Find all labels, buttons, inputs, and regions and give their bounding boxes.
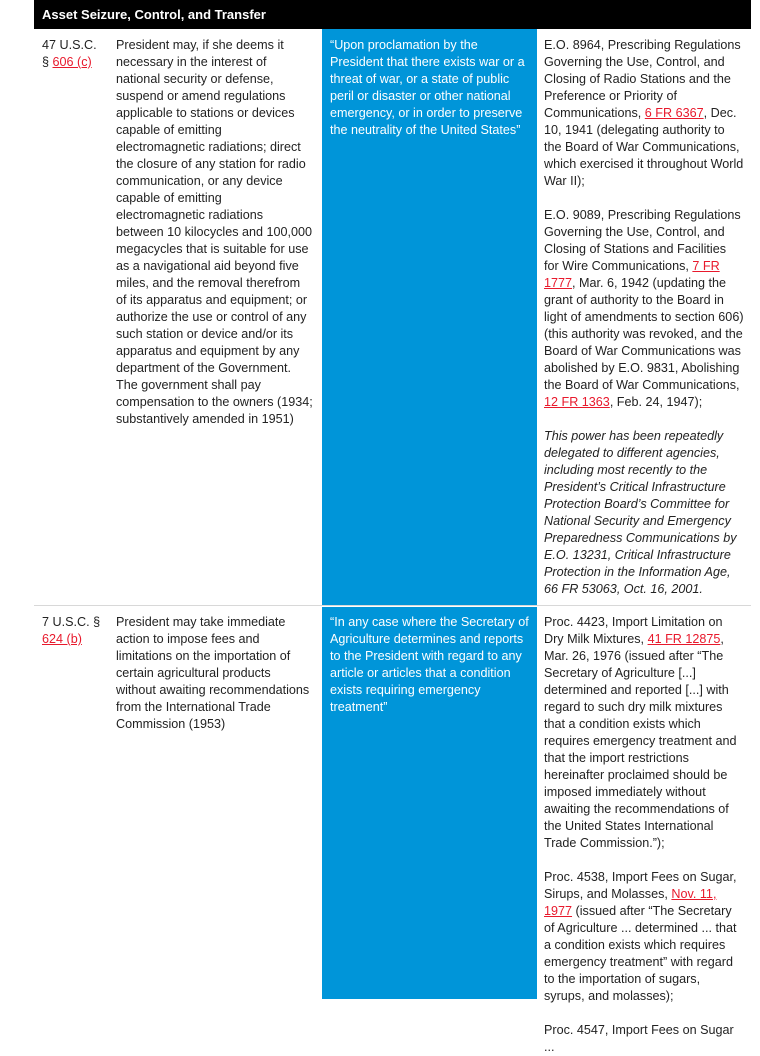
fr-link[interactable]: 41 FR 12875 — [647, 632, 721, 646]
use-item: E.O. 8964, Prescribing Regulations Governing the Use, Control, and Closing of Radio Stations and the Preference or Priority of Communications, 6 FR 6367, Dec. 10, 1941 (delegating authority to the Board of War Communications, which exercised it throughout World War II); — [544, 38, 744, 188]
section-header: Asset Seizure, Control, and Transfer — [34, 0, 751, 29]
trigger-text: “In any case where the Secretary of Agriculture determines and reports to the President with regard to any article or articles that a condition exists requiring emergency treatment” — [330, 615, 529, 714]
citation-text: 7 U.S.C. § — [42, 615, 101, 629]
citation-section-mark: § — [42, 55, 53, 69]
statute-link[interactable]: 624 (b) — [42, 632, 82, 646]
use-item: Proc. 4423, Import Limitation on Dry Milk Mixtures, 41 FR 12875, Mar. 26, 1976 (issued after “The Secretary of Agriculture [...] determined and reported [...] with regard to such dry milk mixtures that a condition exists which requires emergency treatment and that the import restrictions hereinafter proclaimed should be imposed immediately without awaiting the recommendations of the United States International Trade Commission.”); — [544, 615, 737, 850]
fr-link[interactable]: 12 FR 1363 — [544, 395, 610, 409]
statute-link[interactable]: 606 (c) — [52, 55, 92, 69]
use-item: Proc. 4547, Import Fees on Sugar ... — [544, 1023, 734, 1054]
authority-description: President may take immediate action to impose fees and limitations on the importation of certain agricultural products without awaiting recommendations from the International Trade Commission (1953) — [116, 615, 310, 731]
fr-link[interactable]: 7 FR 1777 — [544, 259, 720, 290]
citation-text: 47 U.S.C. — [42, 38, 97, 52]
authority-description: President may, if she deems it necessary in the interest of national security or defense, suspend or amend regulations applicable to stations or devices capable of emitting electromagnetic radiations; direct the closure of any station for radio communication, or any device capable of emitting electromagnetic radiations between 10 kilocycles and 100,000 megacycles that is suitable for use as a navigational aid beyond five miles, and the removal therefrom of its apparatus and equipment; or authorize the use or control of any such station or device and/or its apparatus and equipment by any department of the Government. The government shall pay compensation to the owners (1934; substantively amended in 1951) — [116, 38, 313, 426]
use-note: This power has been repeatedly delegated to different agencies, including most recently to the President’s Critical Infrastructure Protection Board’s Committee for National Security and Emergency Preparedness Communications by E.O. 13231, Critical Infrastructure Protection in the Information Age, 66 FR 53063, Oct. 16, 2001. — [544, 429, 737, 596]
use-item: E.O. 9089, Prescribing Regulations Governing the Use, Control, and Closing of Stations and Facilities for Wire Communications, 7 FR 1777, Mar. 6, 1942 (updating the grant of authority to the Board in light of amendments to section 606) (this authority was revoked, and the Board of War Communications was abolished by E.O. 9831, Abolishing the Board of War Communications, 12 FR 1363, Feb. 24, 1947); — [544, 208, 744, 409]
trigger-text: “Upon proclamation by the President that there exists war or a threat of war, or a state of public peril or disaster or other national emergency, or in order to preserve the neutrality of the United States” — [330, 38, 525, 137]
uses-list — [544, 614, 744, 1056]
statute-citation — [42, 614, 108, 648]
date-link[interactable]: Nov. 11, 1977 — [544, 887, 717, 918]
statute-citation — [42, 37, 108, 71]
use-item: Proc. 4538, Import Fees on Sugar, Sirups, and Molasses, Nov. 11, 1977 (issued after “The Secretary of Agriculture ... determined ... that a condition exists which requires emergency treatment” with regard to the importation of sugars, syrups, and molasses); — [544, 870, 737, 1003]
row-divider — [34, 605, 751, 606]
uses-list — [544, 37, 744, 598]
fr-link[interactable]: 6 FR 6367 — [644, 106, 704, 120]
